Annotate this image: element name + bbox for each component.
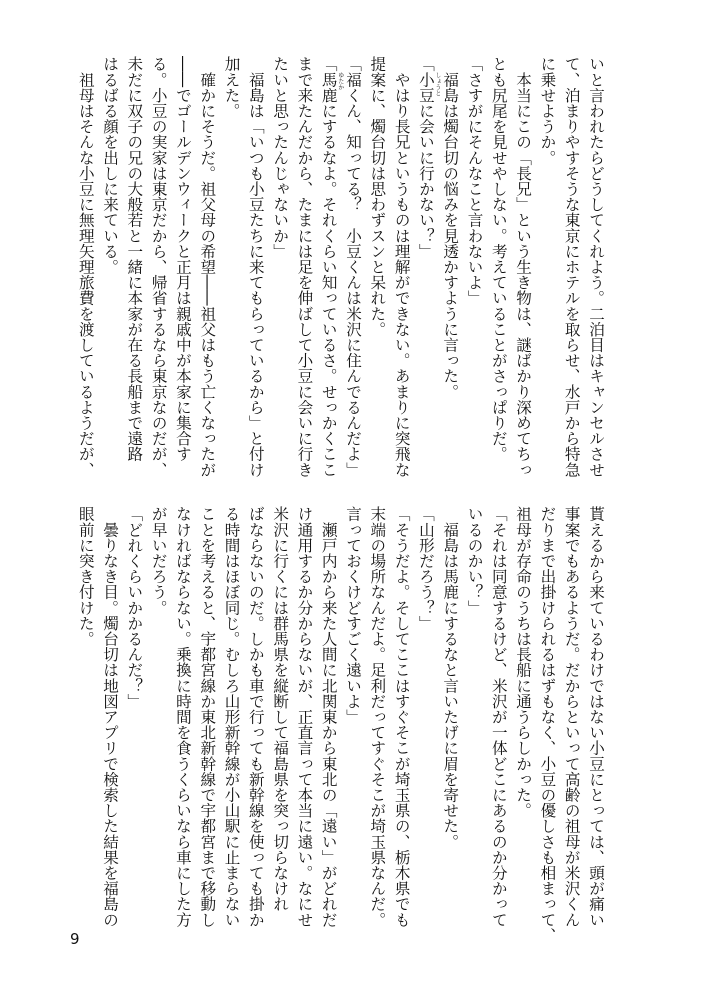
text-line-content: 瀬戸内から来た人間に北関東から東北の「遠い」がどれだ xyxy=(319,506,338,928)
text-line xyxy=(535,506,559,943)
text-line xyxy=(146,56,170,488)
text-line-content: 事案でもあるようだ。だからといって高齢の祖母が米沢くん xyxy=(562,506,581,928)
text-line xyxy=(365,56,389,488)
text-line xyxy=(122,56,146,488)
text-line-content: まで来たんだから、たまには足を伸ばして小豆に会いに行き xyxy=(295,56,314,478)
text-line-content: やはり長兄というものは理解ができない。あまりに突飛な xyxy=(392,56,411,478)
text-line xyxy=(73,506,97,938)
text-line xyxy=(535,56,559,488)
text-line-content: が早いだろう。 xyxy=(149,506,168,616)
text-line xyxy=(336,56,365,488)
text-line xyxy=(171,506,195,938)
text-line xyxy=(414,506,438,938)
text-line-content: 貰えるから来ているわけではない小豆にとっては、頭が痛い xyxy=(587,506,605,928)
text-line-content: る時間はほぼ同じ。むしろ山形新幹線が小山駅に止まらない xyxy=(222,506,241,928)
text-line-content: に乗せようか。 xyxy=(538,56,557,166)
text-line xyxy=(244,56,268,488)
text-line xyxy=(462,506,486,938)
lower-text-block xyxy=(73,506,608,943)
text-line-content: 末端の場所なんだよ。足利だってすぐそこが埼玉県なんだ。 xyxy=(368,506,387,928)
ruby-annotation: しょうと xyxy=(433,72,441,96)
text-line xyxy=(292,506,316,938)
upper-text-block xyxy=(73,56,608,488)
text-line xyxy=(389,56,413,488)
text-line xyxy=(268,56,292,488)
text-line-content: ばならないのだ。しかも車で行っても新幹線を使っても掛か xyxy=(246,506,265,928)
text-line-content: け通用するか分からないが、正直言って本当に遠い。なにせ xyxy=(295,506,314,928)
text-line-content: 眼前に突き付けた。 xyxy=(76,506,95,647)
text-line-content: 福島は燭台切の悩みを見透かすように言った。 xyxy=(441,56,460,400)
text-line-content: だりまで出掛けられるはずもなく、小豆の優しさも相まって、 xyxy=(538,506,557,943)
text-line-content: いと言われたらどうしてくれよう。二泊目はキャンセルさせ xyxy=(587,56,605,478)
page-number: 9 xyxy=(70,930,80,948)
text-line-content: 確かにそうだ。祖父母の希望――祖父はもう亡くなったが xyxy=(198,56,217,478)
text-line-content: はるばる顔を出しに来ている。 xyxy=(101,56,120,275)
text-line xyxy=(146,506,170,938)
text-line-content: たいと思ったんじゃないか」 xyxy=(271,56,290,259)
text-line-content: なければならない。乗換に時間を食うくらいなら車にした方 xyxy=(173,506,192,928)
text-line xyxy=(462,56,486,488)
text-line-content: 祖母が存命のうちは長船に通うらしかった。 xyxy=(514,506,533,818)
text-line xyxy=(433,56,462,488)
text-line-content: 「山形だろう？」 xyxy=(416,506,435,631)
text-line-content: 未だに双子の兄の大般若と一緒に本家が在る長船まで遠路 xyxy=(125,56,144,462)
text-line-content: て、泊まりやすそうな東京にホテルを取らせ、水戸から特急 xyxy=(562,56,581,478)
text-line xyxy=(98,56,122,488)
text-line-content: 福島は馬鹿にするなと言いたげに眉を寄せた。 xyxy=(441,506,460,850)
text-line xyxy=(584,506,608,938)
text-line-content: る。小豆の実家は東京だから、帰省するなら東京なのだが、 xyxy=(149,56,168,478)
text-line xyxy=(414,56,441,488)
text-line xyxy=(73,56,97,488)
text-line-content: ――でゴールデンウィークと正月は親戚中が本家に集合す xyxy=(173,56,192,462)
text-line xyxy=(511,56,535,488)
text-line-content: 「馬鹿にするなよ。それくらい知っているさ。せっかくここ xyxy=(319,56,338,478)
text-line-content: 「それは同意するけど、米沢が一体どこにあるのか分かって xyxy=(489,506,508,928)
text-line-content: 福島は「いつも小豆たちに来てもらっているから」と付け xyxy=(246,56,265,478)
text-line xyxy=(195,506,219,938)
text-line-content: とも尻尾を見せやしない。考えていることがさっぱりだ。 xyxy=(489,56,508,462)
text-line-content: 曇りなき目。燭台切は地図アプリで検索した結果を福島の xyxy=(101,506,120,928)
text-line xyxy=(316,506,340,938)
text-line xyxy=(341,506,365,938)
text-line xyxy=(559,56,583,488)
text-line xyxy=(438,506,462,938)
text-line xyxy=(195,56,219,488)
text-line xyxy=(171,56,195,488)
text-line-content: 「さすがにそんなこと言わないよ」 xyxy=(465,56,484,306)
text-line xyxy=(268,506,292,938)
text-line-content: 米沢に行くには群馬県を縦断して福島県を突っ切らなけれ xyxy=(271,506,290,912)
text-line-content: 提案に、燭台切は思わずスンと呆れた。 xyxy=(368,56,387,337)
text-line-content: 祖母はそんな小豆に無理矢理旅費を渡しているようだが、 xyxy=(76,56,95,478)
text-line xyxy=(389,506,413,938)
text-line-content: 加えた。 xyxy=(222,56,241,119)
text-line xyxy=(122,506,146,938)
ruby-annotation: ゆたか xyxy=(336,72,344,90)
text-line xyxy=(487,506,511,938)
text-line-content: ことを考えると、宇都宮線か東北新幹線で宇都宮まで移動し xyxy=(198,506,217,928)
text-line xyxy=(244,506,268,938)
text-line xyxy=(292,56,316,488)
text-line xyxy=(365,506,389,938)
text-line-content: 「小豆に会いに行かない？」 xyxy=(416,56,435,259)
text-line xyxy=(219,506,243,938)
text-line xyxy=(316,56,340,488)
text-line xyxy=(487,56,511,488)
text-line-content: 「福くん、知ってる？ 小豆くんは米沢に住んでるんだよ」 xyxy=(344,56,363,478)
text-line xyxy=(98,506,122,938)
text-line-content: 言っておくけどすごく遠いよ」 xyxy=(344,506,363,725)
text-line xyxy=(584,56,608,488)
text-line-content: 本当にこの「長兄」という生き物は、謎ばかり深めてちっ xyxy=(514,56,533,478)
text-line xyxy=(559,506,583,938)
text-line-content: いるのかい？」 xyxy=(465,506,484,616)
text-line xyxy=(511,506,535,938)
text-line xyxy=(219,56,243,488)
text-line-content: 「そうだよ。そしてここはすぐそこが埼玉県の、栃木県でも xyxy=(392,506,411,928)
text-line-content: 「どれくらいかかるんだ？」 xyxy=(125,506,144,709)
